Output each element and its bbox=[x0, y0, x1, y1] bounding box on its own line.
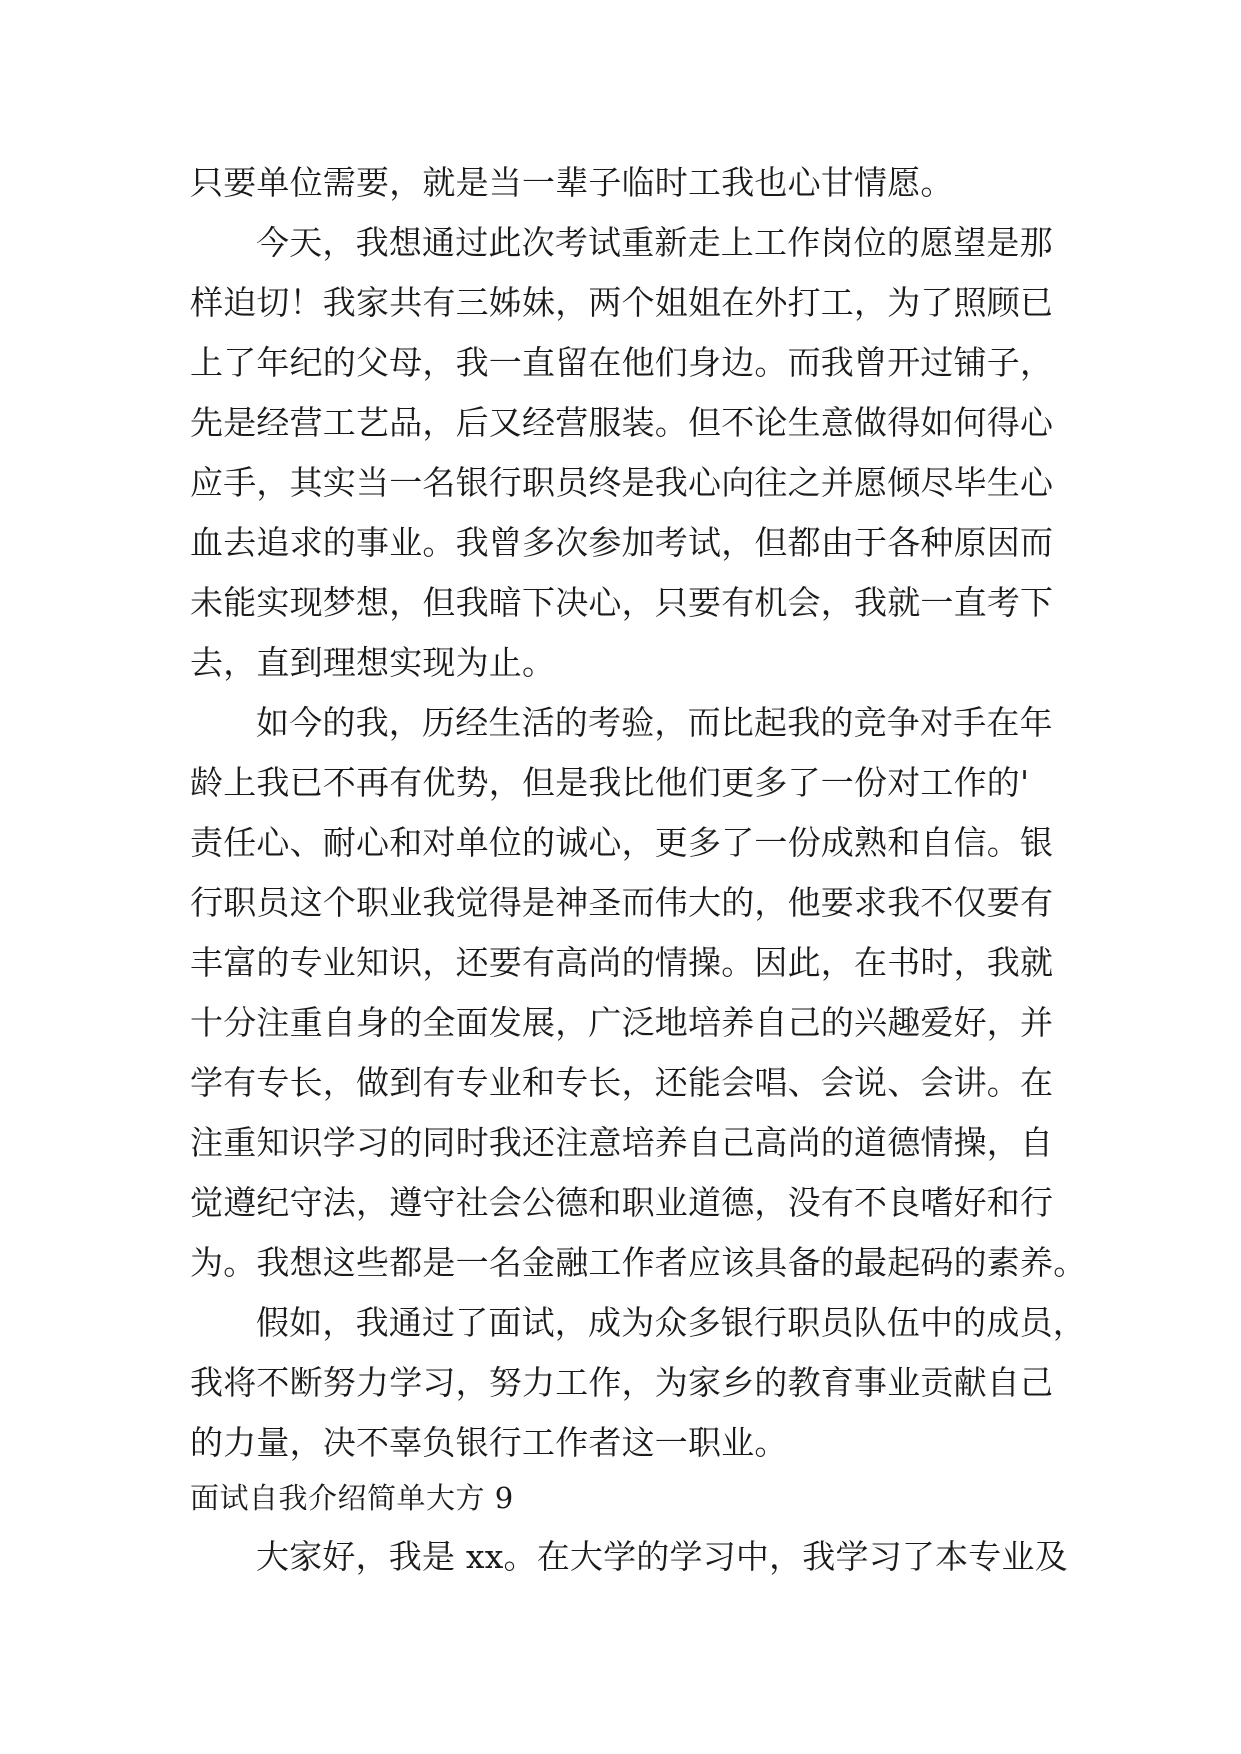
paragraph-line: 未能实现梦想，但我暗下决心，只要有机会，我就一直考下 bbox=[190, 583, 1054, 622]
paragraph-line: 注重知识学习的同时我还注意培养自己高尚的道德情操，自 bbox=[190, 1123, 1054, 1162]
paragraph-line: 只要单位需要，就是当一辈子临时工我也心甘情愿。 bbox=[190, 163, 954, 202]
section-heading: 面试自我介绍简单大方 9 bbox=[190, 1481, 514, 1515]
paragraph-line: 觉遵纪守法，遵守社会公德和职业道德，没有不良嗜好和行 bbox=[190, 1183, 1054, 1222]
paragraph-line: 假如，我通过了面试，成为众多银行职员队伍中的成员， bbox=[256, 1303, 1086, 1342]
paragraph-line: 为。我想这些都是一名金融工作者应该具备的最起码的素养。 bbox=[190, 1243, 1087, 1282]
paragraph-line: 如今的我，历经生活的考验，而比起我的竞争对手在年 bbox=[256, 703, 1053, 742]
paragraph-line: 应手，其实当一名银行职员终是我心向往之并愿倾尽毕生心 bbox=[190, 463, 1054, 502]
paragraph-line: 今天，我想通过此次考试重新走上工作岗位的愿望是那 bbox=[256, 223, 1053, 262]
paragraph-line: 先是经营工艺品，后又经营服装。但不论生意做得如何得心 bbox=[190, 403, 1054, 442]
paragraph-line: 龄上我已不再有优势，但是我比他们更多了一份对工作的' bbox=[190, 763, 1030, 802]
paragraph-line: 行职员这个职业我觉得是神圣而伟大的，他要求我不仅要有 bbox=[190, 883, 1054, 922]
paragraph-line: 的力量，决不辜负银行工作者这一职业。 bbox=[190, 1423, 788, 1462]
paragraph-line: 责任心、耐心和对单位的诚心，更多了一份成熟和自信。银 bbox=[190, 823, 1054, 862]
paragraph-line: 我将不断努力学习，努力工作，为家乡的教育事业贡献自己 bbox=[190, 1363, 1054, 1402]
paragraph-line: 十分注重自身的全面发展，广泛地培养自己的兴趣爱好，并 bbox=[190, 1003, 1054, 1042]
paragraph-line: 去，直到理想实现为止。 bbox=[190, 643, 556, 682]
paragraph-line: 学有专长，做到有专业和专长，还能会唱、会说、会讲。在 bbox=[190, 1063, 1054, 1102]
paragraph-line: 样迫切！我家共有三姊妹，两个姐姐在外打工，为了照顾已 bbox=[190, 283, 1054, 322]
paragraph-line: 上了年纪的父母，我一直留在他们身边。而我曾开过铺子， bbox=[190, 343, 1054, 382]
paragraph-line: 大家好，我是 xx。在大学的学习中，我学习了本专业及 bbox=[256, 1537, 1068, 1576]
paragraph-line: 丰富的专业知识，还要有高尚的情操。因此，在书时，我就 bbox=[190, 943, 1054, 982]
paragraph-line: 血去追求的事业。我曾多次参加考试，但都由于各种原因而 bbox=[190, 523, 1054, 562]
